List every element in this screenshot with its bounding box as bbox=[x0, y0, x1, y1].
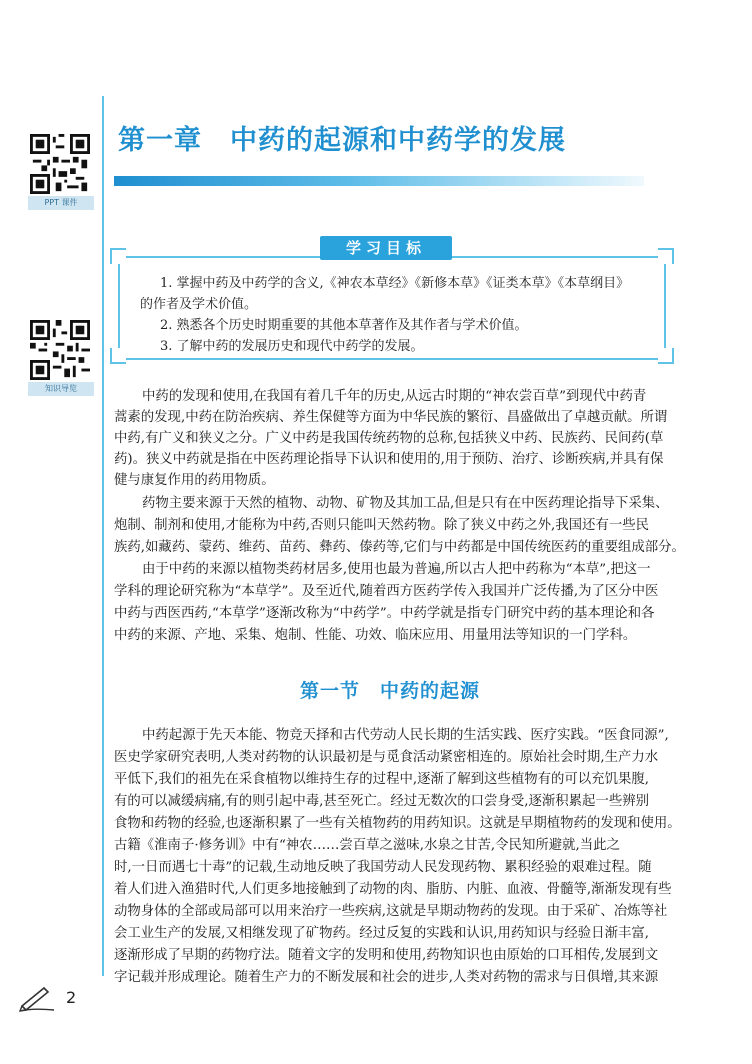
body-line: 蒿素的发现,中药在防治疾病、养生保健等方面为中华民族的繁衍、昌盛做出了卓越贡献。所谓 bbox=[114, 410, 668, 425]
qr-code-overview[interactable] bbox=[30, 320, 90, 380]
section-number: 第一节 bbox=[300, 680, 361, 702]
body-line: 医史学家研究表明,人类对药物的认识最初是与觅食活动紧密相连的。原始社会时期,生产力水 bbox=[114, 750, 659, 765]
body-line: 着人们进入渔猎时代,人们更多地接触到了动物的肉、脂肪、内脏、血液、骨髓等,渐渐发现有些 bbox=[114, 882, 672, 897]
body-line: 学科的理论研究称为“本草学”。及至近代,随着西方医药学传入我国并广泛传播,为了区分中医 bbox=[114, 584, 659, 599]
box-corner-ornament bbox=[110, 248, 126, 264]
objective-item: 的作者及学术价值。 bbox=[140, 297, 258, 312]
section-title bbox=[300, 676, 480, 703]
box-corner-ornament bbox=[658, 248, 674, 264]
objective-item: 3. 了解中药的发展历史和现代中药学的发展。 bbox=[160, 339, 424, 354]
chapter-title-text: 中药的起源和中药学的发展 bbox=[230, 125, 566, 156]
body-line: 中药,有广义和狭义之分。广义中药是我国传统药物的总称,包括狭义中药、民族药、民间药(草 bbox=[114, 431, 664, 446]
title-underline-bar bbox=[114, 176, 644, 186]
box-corner-ornament bbox=[110, 348, 126, 364]
box-corner-ornament bbox=[658, 348, 674, 364]
objectives-label: 学习目标 bbox=[320, 236, 452, 260]
body-line: 炮制、制剂和使用,才能称为中药,否则只能叫天然药物。除了狭义中药之外,我国还有一些民 bbox=[114, 518, 650, 533]
body-line: 字记载并形成理论。随着生产力的不断发展和社会的进步,人类对药物的需求与日俱增,其来源 bbox=[114, 970, 659, 985]
body-line: 中药的发现和使用,在我国有着几千年的历史,从远古时期的“神农尝百草”到现代中药青 bbox=[142, 389, 647, 404]
pen-icon bbox=[18, 984, 56, 1012]
qr-code-ppt[interactable] bbox=[30, 134, 90, 194]
body-line: 药物主要来源于天然的植物、动物、矿物及其加工品,但是只有在中医药理论指导下采集、 bbox=[142, 496, 669, 511]
body-line: 古籍《淮南子·修务训》中有“神农……尝百草之滋味,水泉之甘苦,令民知所避就,当此之 bbox=[114, 838, 620, 853]
body-line: 动物身体的全部或局部可以用来治疗一些疾病,这就是早期动物药的发现。由于采矿、冶炼等社 bbox=[114, 904, 668, 919]
body-line: 会工业生产的发展,又相继发现了矿物药。经过反复的实践和认识,用药知识与经验日渐丰富, bbox=[114, 926, 650, 941]
body-line: 中药起源于先天本能、物竞天择和古代劳动人民长期的生活实践、医疗实践。“医食同源”, bbox=[142, 728, 669, 743]
qr-caption-overview: 知识导览 bbox=[28, 382, 94, 396]
body-line: 药)。狭义中药就是指在中医药理论指导下认识和使用的,用于预防、治疗、诊断疾病,并具有保 bbox=[114, 452, 664, 467]
body-line: 逐渐形成了早期的药物疗法。随着文字的发明和使用,药物知识也由原始的口耳相传,发展到文 bbox=[114, 948, 659, 963]
body-line: 食物和药物的经验,也逐渐积累了一些有关植物药的用药知识。这就是早期植物药的发现和使用。 bbox=[114, 816, 681, 831]
body-line: 中药与西医西药,“本草学”逐渐改称为“中药学”。中药学就是指专门研究中药的基本理论和各 bbox=[114, 606, 655, 621]
objective-item: 2. 熟悉各个历史时期重要的其他本草著作及其作者与学术价值。 bbox=[160, 318, 528, 333]
body-line: 平低下,我们的祖先在采食植物以维持生存的过程中,逐渐了解到这些植物有的可以充饥果腹, bbox=[114, 772, 650, 787]
objective-item: 1. 掌握中药及中药学的含义,《神农本草经》《新修本草》《证类本草》《本草纲目》 bbox=[160, 276, 630, 291]
chapter-title bbox=[118, 118, 566, 157]
body-line: 有的可以减缓病痛,有的则引起中毒,甚至死亡。经过无数次的口尝身受,逐渐积累起一些辨别 bbox=[114, 794, 650, 809]
body-line: 健与康复作用的药用物质。 bbox=[114, 473, 275, 488]
body-line: 时,一日而遇七十毒”的记载,生动地反映了我国劳动人民发现药物、累积经验的艰难过程。随 bbox=[114, 860, 652, 875]
page-number: 2 bbox=[66, 988, 77, 1007]
qr-caption-ppt: PPT 课件 bbox=[28, 196, 94, 210]
body-line: 中药的来源、产地、采集、炮制、性能、功效、临床应用、用量用法等知识的一门学科。 bbox=[114, 628, 637, 643]
section-title-text: 中药的起源 bbox=[380, 680, 481, 702]
body-line: 族药,如藏药、蒙药、维药、苗药、彝药、傣药等,它们与中药都是中国传统医药的重要组成部分。 bbox=[114, 540, 685, 555]
chapter-number: 第一章 bbox=[118, 125, 202, 156]
margin-rule bbox=[102, 96, 104, 976]
body-line: 由于中药的来源以植物类药材居多,使用也最为普遍,所以古人把中药称为“本草”,把这一 bbox=[142, 562, 651, 577]
